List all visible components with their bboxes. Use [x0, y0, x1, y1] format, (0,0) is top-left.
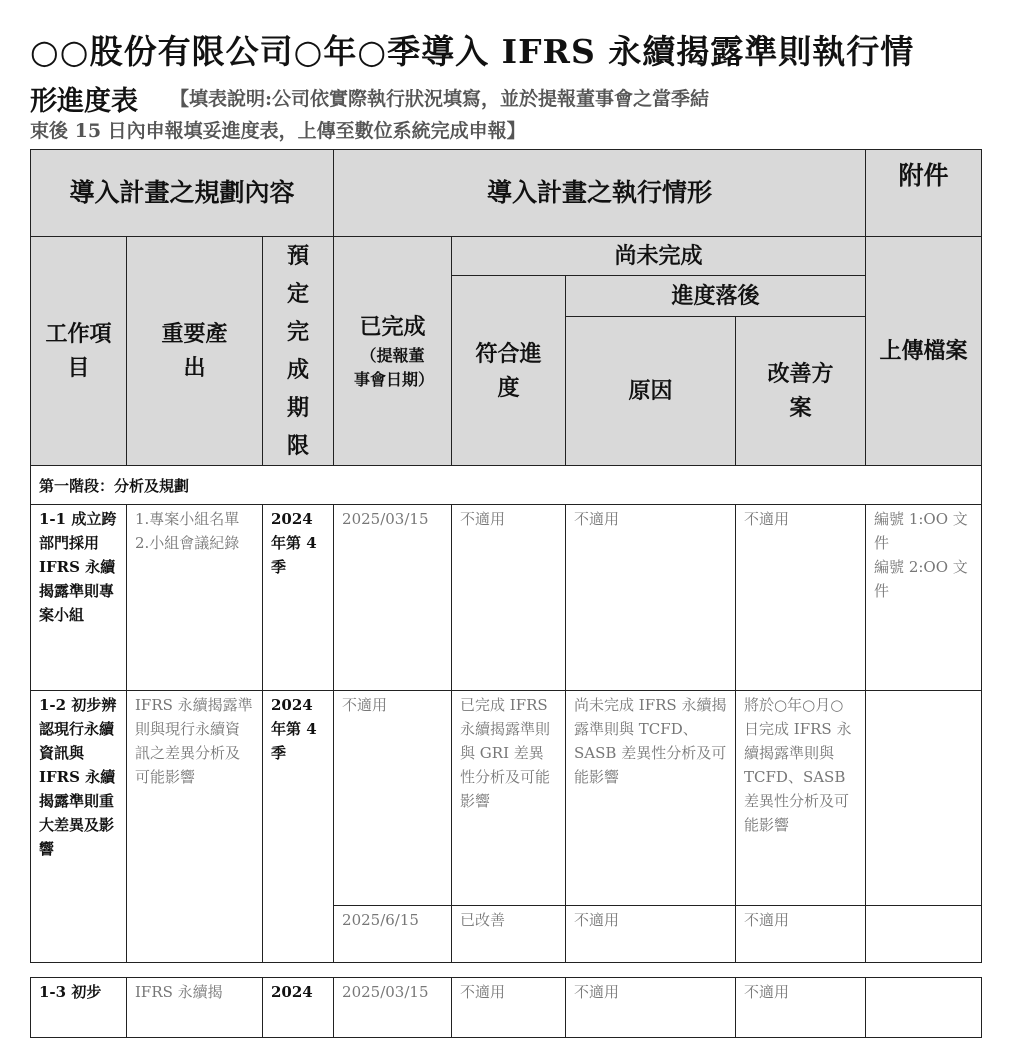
- improvement-cell: 將於○年○月○日完成 IFRS 永續揭露準則與 TCFD、SASB 差異性分析及可能影響: [736, 691, 866, 906]
- deadline-cell: 2024 年第 4 季: [263, 505, 334, 691]
- plan-group-header: 導入計畫之規劃內容: [31, 150, 334, 237]
- improvement-cell: 不適用: [736, 978, 866, 1038]
- completed-cell: 2025/03/15: [334, 505, 452, 691]
- filling-instructions-continued: 束後 15 日內申報填妥進度表，上傳至數位系統完成申報】: [30, 120, 526, 142]
- upload-cell: [866, 978, 982, 1038]
- work-item-cell: 1-2 初步辨認現行永續資訊與 IFRS 永續揭露準則重大差異及影響: [31, 691, 127, 963]
- output-cell: IFRS 永續揭: [127, 978, 263, 1038]
- progress-table: [30, 149, 982, 1038]
- improvement-header: 改善方案: [736, 317, 866, 466]
- work-item-cell: 1-3 初步: [31, 978, 127, 1038]
- incomplete-header: 尚未完成: [452, 237, 866, 276]
- on-track-cell: 不適用: [452, 978, 566, 1038]
- execution-group-header: 導入計畫之執行情形: [334, 150, 866, 237]
- attachment-group-header: 附件: [866, 150, 982, 237]
- table-row: [31, 978, 982, 1038]
- behind-schedule-header: 進度落後: [566, 276, 866, 317]
- reason-cell: 不適用: [566, 505, 736, 691]
- improvement-cell: 不適用: [736, 906, 866, 963]
- stage-1-label: 第一階段：分析及規劃: [31, 466, 982, 505]
- on-track-cell: 不適用: [452, 505, 566, 691]
- work-item-cell: 1-1 成立跨部門採用 IFRS 永續揭露準則專案小組: [31, 505, 127, 691]
- upload-cell: 編號 1:OO 文件 編號 2:OO 文件: [866, 505, 982, 691]
- deadline-cell: 2024: [263, 978, 334, 1038]
- deadline-header: 預定完成期限: [263, 237, 334, 466]
- reason-cell: 尚未完成 IFRS 永續揭露準則與 TCFD、SASB 差異性分析及可能影響: [566, 691, 736, 906]
- document-title-continued: 形進度表: [30, 86, 138, 117]
- filling-instructions: 【填表說明:公司依實際執行狀況填寫，並於提報董事會之當季結: [170, 88, 710, 110]
- on-track-cell: 已完成 IFRS 永續揭露準則與 GRI 差異性分析及可能影響: [452, 691, 566, 906]
- upload-header: 上傳檔案: [866, 237, 982, 466]
- output-cell: IFRS 永續揭露準則與現行永續資訊之差異分析及可能影響: [127, 691, 263, 963]
- document-title: ○○股份有限公司○年○季導入 IFRS 永續揭露準則執行情: [30, 32, 915, 71]
- reason-cell: 不適用: [566, 906, 736, 963]
- output-cell: 1.專案小組名單 2.小組會議紀錄: [127, 505, 263, 691]
- work-item-header: 工作項目: [31, 237, 127, 466]
- completed-cell: 2025/03/15: [334, 978, 452, 1038]
- on-track-cell: 已改善: [452, 906, 566, 963]
- reason-cell: 不適用: [566, 978, 736, 1038]
- completed-cell: 不適用: [334, 691, 452, 906]
- upload-cell: [866, 906, 982, 963]
- table-row: [31, 691, 982, 906]
- table-row: [31, 505, 982, 691]
- reason-header: 原因: [566, 317, 736, 466]
- output-header: 重要產出: [127, 237, 263, 466]
- completed-header: 已完成 （提報董事會日期）: [334, 237, 452, 466]
- upload-cell: [866, 691, 982, 906]
- improvement-cell: 不適用: [736, 505, 866, 691]
- row-spacer: [31, 963, 982, 978]
- deadline-cell: 2024 年第 4 季: [263, 691, 334, 963]
- completed-cell: 2025/6/15: [334, 906, 452, 963]
- on-track-header: 符合進度: [452, 276, 566, 466]
